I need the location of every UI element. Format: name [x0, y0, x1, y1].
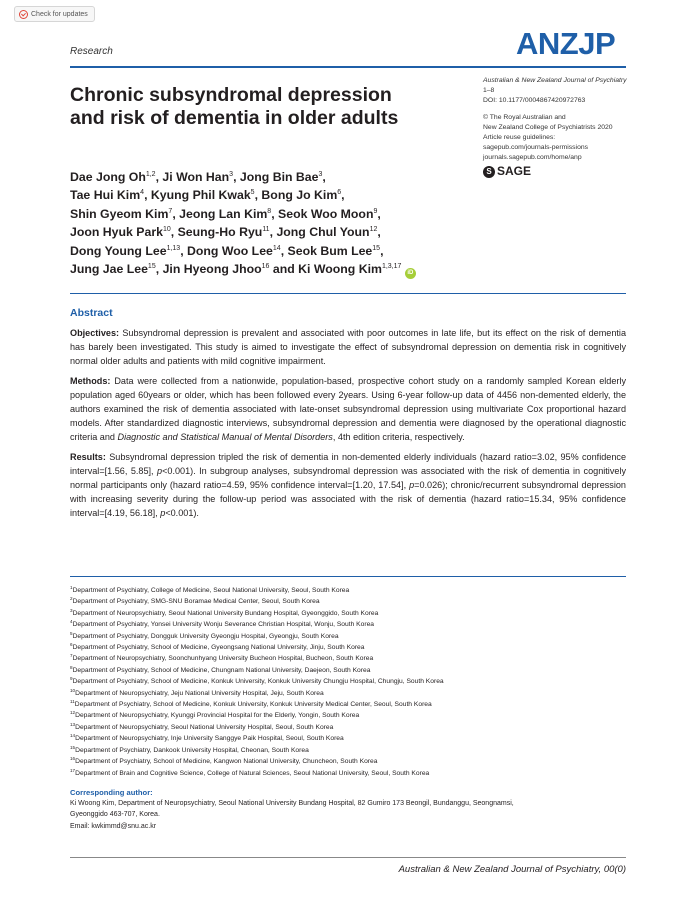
affiliation-item — [70, 608, 626, 619]
affiliation-text: Department of Psychiatry, School of Medicine, Gyeongsang National University, Jinju, South Korea — [72, 644, 365, 652]
affiliation-number: 6 — [70, 641, 73, 647]
meta-copyright-1: © The Royal Australian and — [483, 114, 566, 122]
affiliation-item — [70, 585, 626, 596]
meta-reuse-link[interactable]: sagepub.com/journals-permissions — [483, 143, 589, 151]
author-name: Seung-Ho Ryu — [177, 225, 263, 240]
section-label: Research — [70, 46, 113, 57]
author-separator: and — [269, 262, 299, 277]
affiliation-number: 16 — [70, 755, 76, 761]
affiliation-text: Department of Psychiatry, School of Medicine, Kangwon National University, Chuncheon, South Korea — [75, 758, 378, 766]
affiliation-text: Department of Neuropsychiatry, Seoul National University Bundang Hospital, Gyeonggido, South Korea — [72, 609, 379, 617]
affiliation-item — [70, 722, 626, 733]
meta-pages: 1–8 — [483, 86, 495, 94]
results-p-2: p — [409, 480, 415, 490]
author-affiliation-ref: 9 — [373, 207, 378, 215]
author-name: Jung Jae Lee — [70, 262, 148, 277]
affiliations-divider — [70, 576, 626, 577]
journal-logo: ANZJP — [516, 26, 616, 61]
author-name: Seok Woo Moon — [278, 206, 374, 221]
author-separator: , — [269, 225, 277, 240]
author-separator: , — [254, 188, 262, 203]
affiliation-text: Department of Psychiatry, Dankook University Hospital, Cheonan, South Korea — [75, 746, 309, 754]
author-affiliation-ref: 3 — [229, 170, 234, 178]
methods-text-end: , 4th edition criteria, respectively. — [332, 432, 465, 442]
corresponding-address-2: Gyeonggido 463-707, Korea. — [70, 811, 160, 819]
author-affiliation-ref: 11 — [262, 226, 270, 234]
author-separator: , — [172, 206, 180, 221]
author-name: Jin Hyeong Jhoo — [162, 262, 262, 277]
abstract-heading: Abstract — [70, 307, 113, 319]
author-separator: , — [155, 262, 163, 277]
affiliation-item — [70, 653, 626, 664]
check-for-updates-label: Check for updates — [31, 10, 88, 18]
author-list — [70, 168, 470, 279]
author-affiliation-ref: 10 — [162, 226, 171, 234]
results-text-4: <0.001). — [165, 508, 199, 518]
affiliation-number: 13 — [70, 721, 76, 727]
methods-text: Data were collected from a nationwide, population-based, prospective cohort study on a randomly sampled Korean elderly population aged 60years or older, which has been followed every 2years. Using 6-year follow-up data of 4456 non-demented elderly, the authors examined the risk of dementia associated with late-onset subsyndromal depression using multivariate Cox proportional hazard models. After standardized diagnostic interviews, subsyndromal depression and dementia were diagnosed by the operational diagnostic criteria and — [70, 376, 626, 442]
author-name: Jong Chul Youn — [276, 225, 370, 240]
affiliation-number: 3 — [70, 607, 73, 613]
affiliation-text: Department of Neuropsychiatry, Inje University Sanggye Paik Hospital, Seoul, South Korea — [75, 735, 344, 743]
author-name: Dong Young Lee — [70, 243, 167, 258]
author-affiliation-ref: 4 — [140, 189, 145, 197]
affiliation-number: 10 — [70, 687, 76, 693]
affiliation-item — [70, 665, 626, 676]
affiliation-item — [70, 699, 626, 710]
author-separator: , — [380, 243, 384, 258]
author-separator: , — [155, 170, 163, 184]
author-name: Bong Jo Kim — [261, 188, 338, 203]
author-affiliation-ref: 6 — [337, 189, 342, 197]
affiliation-item — [70, 688, 626, 699]
orcid-icon[interactable]: iD — [405, 268, 416, 279]
affiliation-text: Department of Psychiatry, School of Medicine, Konkuk University, Konkuk University Chungju Hospital, Chungju, South Korea — [72, 678, 444, 686]
methods-label: Methods: — [70, 376, 111, 386]
author-separator: , — [377, 206, 381, 221]
author-name: Jong Bin Bae — [239, 170, 319, 184]
author-separator: , — [377, 225, 381, 240]
author-affiliation-ref: 8 — [267, 207, 272, 215]
affiliation-text: Department of Psychiatry, School of Medicine, Chungnam National University, Daejeon, South Korea — [72, 666, 371, 674]
author-affiliation-ref: 14 — [272, 244, 281, 252]
author-name: Jeong Lan Kim — [179, 206, 268, 221]
corresponding-address: Ki Woong Kim, Department of Neuropsychiatry, Seoul National University Bundang Hospital, 82 Gumiro 173 Beongil, Bundanggu, Seongnamsi, — [70, 800, 514, 807]
abstract-divider — [70, 293, 626, 294]
affiliation-number: 11 — [70, 698, 75, 704]
objectives-text: Subsyndromal depression is prevalent and associated with poor outcomes in late life, but its effect on the risk of dementia has barely been investigated. This study is aimed to investigate the effect of subsyndromal depression on dementia risk in cognitively normal older adults and patients with mild cognitive impairment. — [70, 328, 627, 366]
affiliation-text: Department of Psychiatry, Yonsei University Wonju Severance Christian Hospital, Wonju, South Korea — [72, 621, 375, 629]
author-name: Seok Bum Lee — [287, 243, 373, 258]
affiliation-item — [70, 596, 626, 607]
author-separator: , — [144, 188, 151, 203]
affiliation-text: Department of Neuropsychiatry, Kyunggi Provincial Hospital for the Elderly, Yongin, South Korea — [75, 712, 360, 720]
author-name: Dae Jong Oh — [70, 170, 146, 184]
affiliation-list — [70, 585, 626, 779]
affiliation-item — [70, 619, 626, 630]
author-separator: , — [170, 225, 178, 240]
corresponding-email[interactable]: Email: kwkimmd@snu.ac.kr — [70, 822, 157, 830]
article-title: Chronic subsyndromal depression and risk of dementia in older adults — [70, 84, 399, 129]
meta-home-link[interactable]: journals.sagepub.com/home/anp — [483, 153, 582, 161]
author-separator: , — [322, 170, 326, 184]
author-separator: , — [271, 206, 279, 221]
author-separator: , — [280, 243, 288, 258]
results-p-1: p — [157, 466, 163, 476]
affiliation-number: 5 — [70, 630, 73, 636]
affiliation-number: 15 — [70, 744, 76, 750]
affiliation-text: Department of Psychiatry, School of Medicine, Konkuk University, Konkuk University Medical Center, Seoul, South Korea — [74, 701, 432, 709]
author-name: Dong Woo Lee — [187, 243, 273, 258]
affiliation-text: Department of Brain and Cognitive Science, College of Natural Sciences, Seoul National University, Seoul, South Korea — [75, 769, 430, 777]
affiliation-item — [70, 631, 626, 642]
affiliation-text: Department of Neuropsychiatry, Seoul National University Hospital, Seoul, South Korea — [75, 723, 334, 731]
author-separator: , — [233, 170, 240, 184]
author-name: Tae Hui Kim — [70, 188, 141, 203]
author-affiliation-ref: 1,13 — [166, 244, 181, 252]
abstract-results — [70, 450, 626, 520]
sage-icon: S — [483, 166, 495, 178]
author-name: Kyung Phil Kwak — [150, 188, 251, 203]
meta-copyright-2: New Zealand College of Psychiatrists 2020 — [483, 124, 613, 132]
header-divider — [70, 66, 626, 68]
affiliation-item — [70, 642, 626, 653]
abstract-objectives — [70, 326, 626, 368]
results-text-3: =0.026); chronic/recurrent subsyndromal depression with increasing severity during the follow-up period was associated with the risk of dementia (hazard ratio=15.34, 95% confidence interval=[4.19, 56.18], — [70, 480, 626, 518]
author-affiliation-ref: 5 — [250, 189, 255, 197]
author-name: Joon Hyuk Park — [70, 225, 163, 240]
author-affiliation-ref: 15 — [372, 244, 381, 252]
affiliation-number: 9 — [70, 676, 73, 682]
author-affiliation-ref: 12 — [369, 226, 378, 234]
author-affiliation-ref: 15 — [147, 262, 156, 270]
results-text-2: <0.001). In subgroup analyses, subsyndromal depression was associated with the risk of dementia in cognitively normal participants only (hazard ratio=4.59, 95% confidence interval=[1.20, 17.54], — [70, 466, 626, 490]
author-name: Ji Won Han — [162, 170, 230, 184]
author-name: Shin Gyeom Kim — [70, 206, 169, 221]
publisher-name: SAGE — [497, 164, 532, 179]
affiliation-number: 12 — [70, 710, 76, 716]
results-text-1: Subsyndromal depression tripled the risk of dementia in non-demented elderly individuals (hazard ratio=3.02, 95% confidence interval=[1.56, 5.85], — [70, 452, 626, 476]
abstract-body — [70, 326, 626, 526]
affiliation-number: 2 — [70, 596, 73, 602]
affiliation-text: Department of Neuropsychiatry, Soonchunhyang University Bucheon Hospital, Bucheon, South Korea — [72, 655, 374, 663]
author-affiliation-ref: 7 — [168, 207, 173, 215]
author-separator: , — [341, 188, 345, 203]
results-p-3: p — [160, 508, 166, 518]
meta-doi[interactable]: DOI: 10.1177/0004867420972763 — [483, 96, 586, 104]
author-affiliation-ref: 1,3,17 — [381, 262, 402, 270]
affiliation-item — [70, 768, 626, 779]
affiliation-item — [70, 756, 626, 767]
footer-divider — [70, 857, 626, 858]
affiliation-item — [70, 733, 626, 744]
check-icon — [19, 10, 28, 19]
article-meta — [483, 76, 633, 178]
meta-journal: Australian & New Zealand Journal of Psychiatry — [483, 77, 627, 84]
affiliation-number: 17 — [70, 767, 76, 773]
affiliation-text: Department of Psychiatry, SMG-SNU Boramae Medical Center, Seoul, South Korea — [72, 598, 320, 606]
affiliation-item — [70, 745, 626, 756]
page-footer: Australian & New Zealand Journal of Psychiatry, 00(0) — [398, 864, 626, 875]
corresponding-heading: Corresponding author: — [70, 788, 153, 797]
objectives-label: Objectives: — [70, 328, 120, 338]
author-affiliation-ref: 16 — [261, 262, 270, 270]
affiliation-number: 8 — [70, 664, 73, 670]
abstract-methods — [70, 374, 626, 444]
affiliation-number: 7 — [70, 653, 73, 659]
meta-reuse-1: Article reuse guidelines: — [483, 133, 556, 141]
affiliation-number: 1 — [70, 584, 73, 590]
author-name: Ki Woong Kim — [298, 262, 382, 277]
author-affiliation-ref: 1,2 — [145, 170, 156, 178]
affiliation-item — [70, 676, 626, 687]
affiliation-text: Department of Psychiatry, Dongguk University Gyeongju Hospital, Gyeongju, South Korea — [72, 632, 339, 640]
publisher-logo — [483, 166, 633, 178]
affiliation-text: Department of Neuropsychiatry, Jeju National University Hospital, Jeju, South Korea — [75, 689, 324, 697]
check-for-updates-badge[interactable] — [14, 6, 95, 22]
affiliation-text: Department of Psychiatry, College of Medicine, Seoul National University, Seoul, South Korea — [72, 587, 350, 594]
methods-dsm: Diagnostic and Statistical Manual of Mental Disorders — [117, 432, 333, 442]
corresponding-details — [70, 798, 626, 832]
results-label: Results: — [70, 452, 106, 462]
affiliation-number: 14 — [70, 733, 76, 739]
affiliation-item — [70, 710, 626, 721]
author-affiliation-ref: 3 — [318, 170, 323, 178]
author-separator: , — [180, 243, 188, 258]
affiliation-number: 4 — [70, 618, 73, 624]
